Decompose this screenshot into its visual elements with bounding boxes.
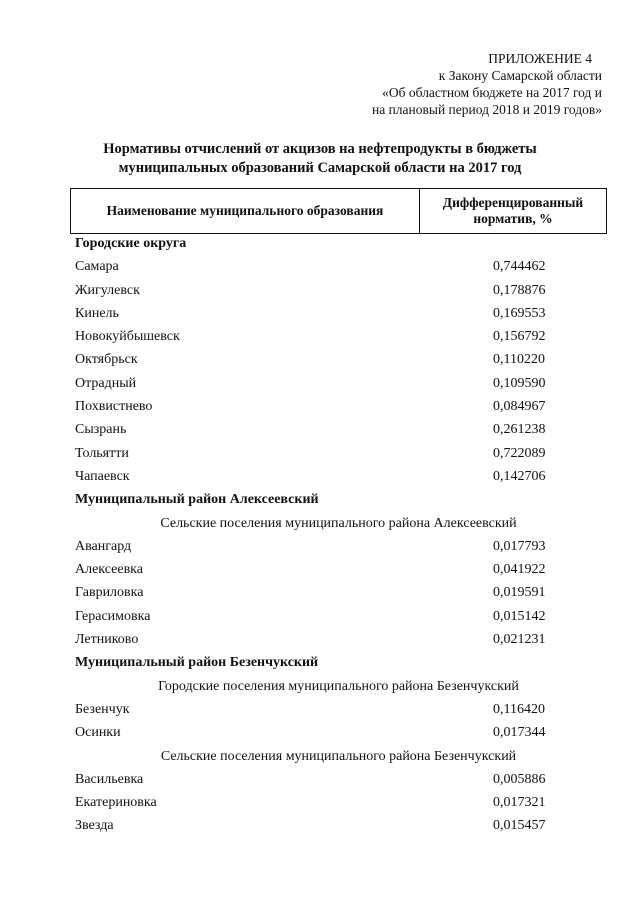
municipality-name: Похвистнево — [75, 399, 153, 415]
norm-value: 0,142706 — [493, 468, 546, 484]
norm-value: 0,722089 — [493, 445, 546, 461]
table-row — [0, 255, 640, 278]
annex-title: ПРИЛОЖЕНИЕ 4 — [488, 51, 592, 66]
table-row — [0, 698, 640, 721]
municipality-name: Екатериновка — [75, 795, 157, 811]
column-header-norm-line-2: норматив, % — [473, 211, 553, 226]
annex-law: к Закону Самарской области — [438, 68, 602, 83]
table-row — [0, 535, 640, 558]
table-row — [0, 325, 640, 348]
municipality-name: Отрадный — [75, 375, 137, 391]
table-row — [0, 302, 640, 325]
norm-value: 0,261238 — [493, 422, 546, 438]
municipality-name: Самара — [75, 259, 119, 275]
table-row — [0, 442, 640, 465]
subsection-heading — [0, 512, 640, 535]
section-label: Муниципальный район Безенчукский — [75, 655, 319, 671]
table-row — [0, 279, 640, 302]
norm-value: 0,017321 — [493, 795, 546, 811]
column-header-norm — [420, 189, 607, 234]
norm-value: 0,109590 — [493, 375, 546, 391]
annex-law-name-2: на плановый период 2018 и 2019 годов» — [371, 102, 602, 117]
municipality-name: Жигулевск — [75, 282, 140, 298]
section-label: Муниципальный район Алексеевский — [75, 492, 319, 508]
table-row — [0, 814, 640, 837]
document-title-line-2: муниципальных образований Самарской области на 2017 год — [118, 160, 522, 176]
table-row — [0, 605, 640, 628]
table-row — [0, 581, 640, 604]
norm-value: 0,015457 — [493, 818, 546, 834]
municipality-name: Осинки — [75, 725, 121, 741]
norm-value: 0,156792 — [493, 329, 546, 345]
norm-value: 0,116420 — [493, 701, 545, 717]
table-row — [0, 768, 640, 791]
section-heading — [0, 232, 640, 255]
norm-value: 0,178876 — [493, 282, 546, 298]
column-header-name: Наименование муниципального образования — [71, 189, 420, 234]
table-row — [0, 465, 640, 488]
municipality-name: Летниково — [75, 632, 139, 648]
section-label: Сельские поселения муниципального района Алексеевский — [160, 515, 517, 531]
municipality-name: Васильевка — [75, 771, 144, 787]
subsection-heading — [0, 745, 640, 768]
document-title — [0, 140, 640, 178]
table-row — [0, 791, 640, 814]
norm-value: 0,017344 — [493, 725, 546, 741]
municipality-name: Авангард — [75, 538, 132, 554]
municipality-name: Герасимовка — [75, 608, 151, 624]
section-label: Городские округа — [75, 236, 187, 251]
norm-value: 0,015142 — [493, 608, 546, 624]
annex-header — [372, 50, 602, 118]
table-row — [0, 372, 640, 395]
table-header — [70, 188, 607, 234]
norm-value: 0,110220 — [493, 352, 545, 368]
table-row — [0, 721, 640, 744]
municipality-name: Сызрань — [75, 422, 127, 438]
section-label: Сельские поселения муниципального района Безенчукский — [160, 748, 517, 764]
norm-value: 0,017793 — [493, 538, 546, 554]
municipality-name: Алексеевка — [75, 562, 143, 578]
table-row — [0, 558, 640, 581]
section-heading — [0, 488, 640, 511]
norm-value: 0,021231 — [493, 632, 546, 648]
subsection-heading — [0, 675, 640, 698]
norm-value: 0,084967 — [493, 399, 546, 415]
document-title-line-1: Нормативы отчислений от акцизов на нефтепродукты в бюджеты — [103, 141, 537, 157]
norm-value: 0,169553 — [493, 305, 546, 321]
municipality-name: Гавриловка — [75, 585, 144, 601]
municipality-name: Безенчук — [75, 701, 130, 717]
municipality-name: Кинель — [75, 305, 119, 321]
norm-value: 0,019591 — [493, 585, 546, 601]
table-body — [0, 232, 640, 838]
table-row — [0, 395, 640, 418]
table-row — [0, 418, 640, 441]
municipality-name: Октябрьск — [75, 352, 138, 368]
municipality-name: Тольятти — [75, 445, 129, 461]
municipality-name: Чапаевск — [75, 468, 130, 484]
municipality-name: Звезда — [75, 818, 114, 834]
table-row — [0, 628, 640, 651]
annex-law-name-1: «Об областном бюджете на 2017 год и — [382, 85, 602, 100]
section-label: Городские поселения муниципального района Безенчукский — [158, 678, 519, 694]
norm-value: 0,041922 — [493, 562, 546, 578]
municipality-name: Новокуйбышевск — [75, 329, 180, 345]
norm-value: 0,005886 — [493, 771, 546, 787]
column-header-norm-line-1: Дифференцированный — [442, 195, 584, 210]
table-row — [0, 348, 640, 371]
section-heading — [0, 651, 640, 674]
norm-value: 0,744462 — [493, 259, 546, 275]
